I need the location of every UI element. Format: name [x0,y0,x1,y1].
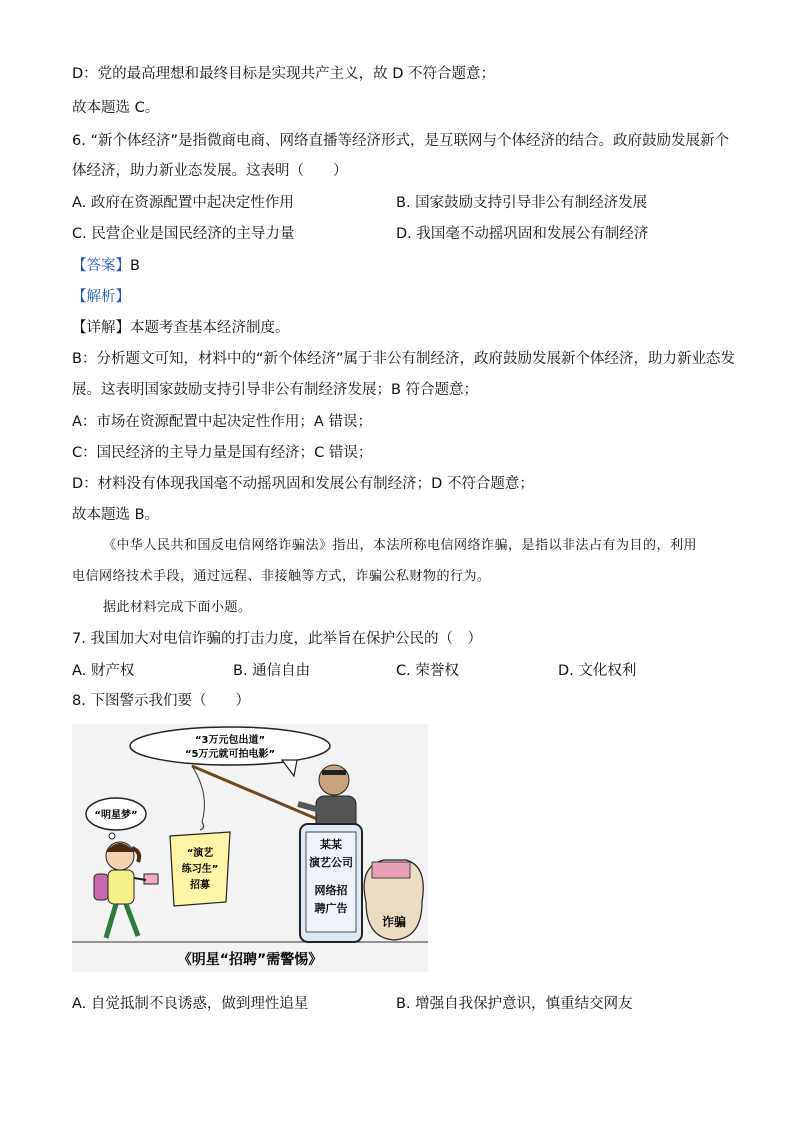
option-8a: A. 自觉抵制不良诱惑，做到理性追星 [72,996,309,1012]
option-7b: B. 通信自由 [233,663,311,679]
dream-text: “明星梦” [94,810,138,821]
answer-tag: 【答案】 [72,258,130,274]
text-line: 故本题选 C。 [72,100,160,116]
question-7-stem: 7. 我国加大对电信诈骗的打击力度，此举旨在保护公民的（ ） [72,631,482,647]
option-7c: C. 荣誉权 [396,663,459,679]
cartoon-illustration [72,724,428,972]
phone-line-1: 某某 [320,838,342,851]
text-line: B：分析题文可知，材料中的“新个体经济”属于非公有制经济，政府鼓励发展新个体经济，助力新业态发 [72,351,735,367]
material-text: 电信网络技术手段，通过远程、非接触等方式，诈骗公私财物的行为。 [72,569,491,584]
text-line: D：材料没有体现我国毫不动摇巩固和发展公有制经济；D 不符合题意； [72,476,534,492]
question-8-stem: 8. 下图警示我们要（ ） [72,693,250,709]
bait-line-1: “演艺 [186,848,214,859]
text-line: A：市场在资源配置中起决定性作用；A 错误； [72,414,372,430]
analysis-tag: 【解析】 [72,289,130,305]
option-6d: D. 我国毫不动摇巩固和发展公有制经济 [396,226,649,242]
detail-text: 本题考查基本经济制度。 [130,320,290,336]
text-line: C：国民经济的主导力量是国有经济；C 错误； [72,445,373,461]
cartoon-caption: 《明星“招聘”需警惕》 [177,952,323,968]
text-line: 故本题选 B。 [72,507,160,523]
option-7d: D. 文化权利 [558,663,637,679]
bag-label: 诈骗 [381,915,407,929]
text-line: 展。这表明国家鼓励支持引导非公有制经济发展；B 符合题意； [72,382,479,398]
option-8b: B. 增强自我保护意识，慎重结交网友 [396,996,633,1012]
option-6a: A. 政府在资源配置中起决定性作用 [72,195,294,211]
question-6-stem: 体经济，助力新业态发展。这表明（ ） [72,163,348,179]
text-line: D：党的最高理想和最终目标是实现共产主义，故 D 不符合题意； [72,66,496,82]
phone-line-2: 演艺公司 [309,856,353,869]
bait-line-3: 招募 [190,880,210,891]
bait-line-2: 练习生” [181,864,219,875]
phone-line-3: 网络招 [314,884,348,897]
speech-line-2: “5万元就可拍电影” [184,749,276,760]
material-text: 《中华人民共和国反电信网络诈骗法》指出，本法所称电信网络诈骗，是指以非法占有为目的，利用 [103,538,698,553]
money-bag [364,860,423,940]
bait-poster [170,832,230,906]
question-6-stem: 6. “新个体经济”是指微商电商、网络直播等经济形式，是互联网与个体经济的结合。政府鼓励发展新个 [72,133,729,149]
phone-advert [300,824,362,942]
answer-row [72,256,140,276]
speech-line-1: “3万元包出道” [194,735,266,746]
option-6b: B. 国家鼓励支持引导非公有制经济发展 [396,195,648,211]
option-7a: A. 财产权 [72,663,135,679]
answer-value: B [130,258,140,274]
option-6c: C. 民营企业是国民经济的主导力量 [72,226,295,242]
detail-row [72,318,290,338]
phone-line-4: 聘广告 [314,902,348,915]
detail-tag: 【详解】 [72,320,130,336]
material-text: 据此材料完成下面小题。 [103,600,252,615]
